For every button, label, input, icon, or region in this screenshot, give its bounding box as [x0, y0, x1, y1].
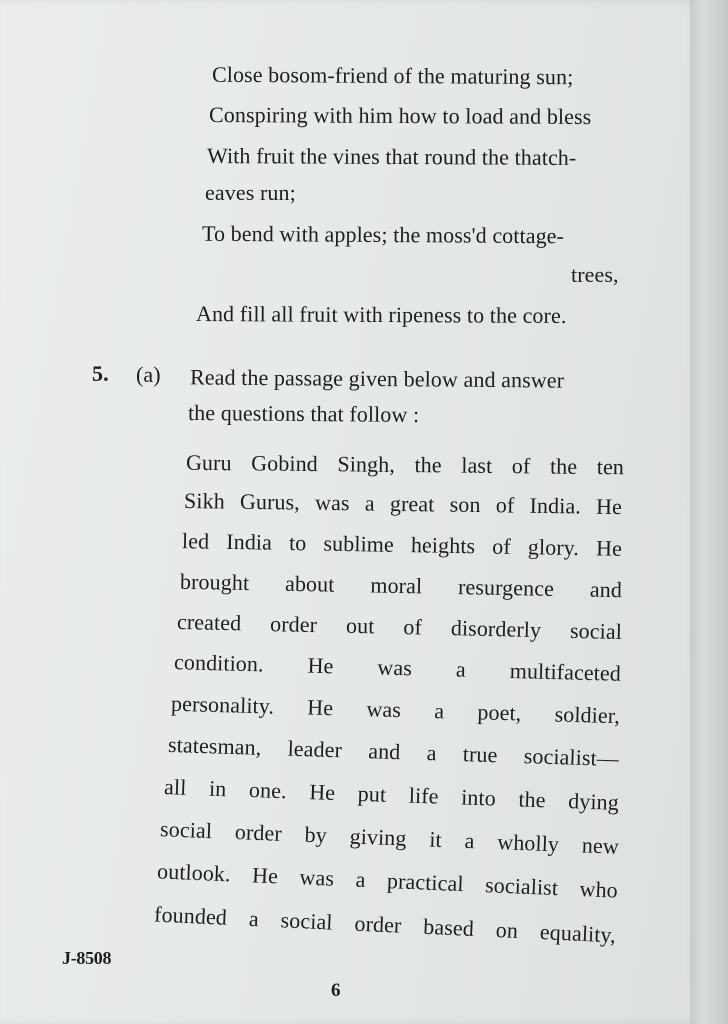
poem-line: And fill all fruit with ripeness to the core.	[195, 301, 567, 328]
poem-line: With fruit the vines that round the thatch-	[206, 143, 577, 170]
passage-line: created order out of disorderly social	[176, 608, 623, 645]
poem-line: To bend with apples; the moss'd cottage-	[201, 220, 565, 249]
poem-line: eaves run;	[205, 180, 296, 205]
page-number: 6	[331, 980, 341, 1001]
question-part: (a)	[136, 362, 161, 387]
passage-line: statesman, leader and a true socialist—	[167, 731, 620, 772]
passage-line: led India to sublime heights of glory. He	[181, 528, 623, 561]
passage-line: Sikh Gurus, was a great son of India. He	[183, 487, 623, 520]
passage-line: all in one. He put life into the dying	[163, 774, 620, 815]
passage-line: condition. He was a multifaceted	[173, 649, 622, 686]
passage-line: Guru Gobind Singh, the last of the ten	[185, 449, 625, 480]
question-instruction: Read the passage given below and answer	[189, 364, 565, 393]
passage-line: social order by giving it a wholly new	[159, 816, 620, 859]
question-number: 5.	[92, 361, 109, 386]
passage-line: founded a social order based on equality,	[153, 901, 617, 948]
poem-line: Conspiring with him how to load and bless	[208, 101, 592, 130]
poem-line: trees,	[571, 262, 619, 287]
exam-code: J-8508	[62, 948, 112, 968]
passage-line: outlook. He was a practical socialist who	[156, 858, 619, 903]
poem-line: Close bosom-friend of the maturing sun;	[211, 61, 574, 90]
passage-line: personality. He was a poet, soldier,	[170, 690, 621, 729]
question-instruction: the questions that follow :	[187, 399, 420, 428]
book-edge	[690, 0, 728, 1024]
passage-line: brought about moral resurgence and	[179, 568, 623, 603]
